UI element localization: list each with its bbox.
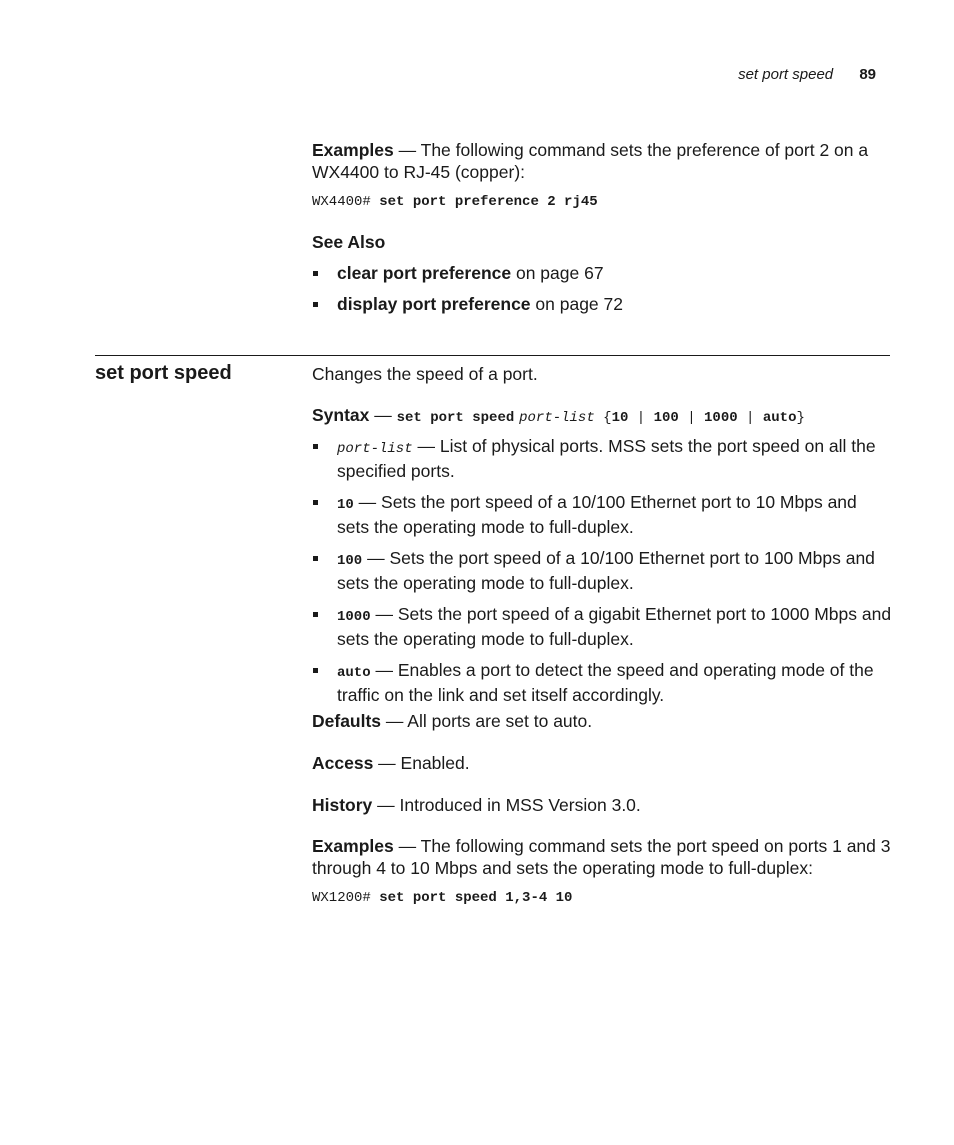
syntax-pipe: | [678, 410, 705, 426]
syntax-option: 10 [611, 410, 629, 426]
syntax-pipe: | [628, 410, 654, 426]
syntax-label: Syntax [312, 405, 370, 425]
defaults-label: Defaults [312, 711, 382, 731]
examples-paragraph [312, 835, 892, 879]
history-label: History [312, 795, 373, 815]
prev-examples-label: Examples [312, 140, 394, 160]
prev-examples-text: — The following command sets the preference of port 2 on a WX4400 to RJ-45 (copper): [312, 140, 869, 182]
parameter-name: port-list [337, 441, 413, 457]
see-also-link[interactable]: clear port preference [337, 263, 512, 283]
see-also-item [312, 262, 892, 284]
examples-label: Examples [312, 836, 394, 856]
syntax-command: set port speed [396, 410, 515, 426]
parameter-description: — Sets the port speed of a gigabit Ethernet port to 1000 Mbps and sets the operating mode to full-duplex. [337, 604, 892, 649]
parameter-description: — List of physical ports. MSS sets the port speed on all the specified ports. [337, 436, 876, 481]
defaults-paragraph [312, 710, 892, 732]
history-paragraph [312, 794, 892, 816]
syntax-pipe: | [737, 410, 763, 426]
syntax-line [312, 404, 892, 429]
see-also-list [312, 262, 892, 315]
section-divider [95, 355, 890, 356]
parameter-list [312, 435, 892, 706]
see-also-page-ref: on page 67 [511, 263, 604, 283]
syntax-option: auto [762, 410, 797, 426]
prev-examples-paragraph [312, 139, 892, 183]
code-command: set port speed 1,3-4 10 [379, 890, 573, 906]
syntax-dash: — [369, 405, 397, 425]
parameter-description: — Enables a port to detect the speed and operating mode of the traffic on the link and set itself accordingly. [337, 660, 874, 705]
syntax-brace-close: } [796, 410, 805, 426]
parameter-item [312, 435, 892, 482]
prev-code-example [312, 194, 892, 210]
section-title: set port speed [95, 362, 232, 384]
parameter-item [312, 603, 892, 650]
parameter-name: 100 [337, 553, 363, 569]
history-text: — Introduced in MSS Version 3.0. [372, 795, 641, 815]
code-example [312, 890, 892, 906]
access-label: Access [312, 753, 374, 773]
syntax-option: 1000 [704, 410, 738, 426]
section-description: Changes the speed of a port. [312, 364, 538, 384]
parameter-item [312, 659, 892, 706]
see-also-item [312, 293, 892, 315]
parameter-name: 1000 [337, 609, 371, 625]
code-prompt: WX1200# [312, 890, 380, 906]
page-header [738, 66, 876, 83]
see-also-heading: See Also [312, 232, 386, 252]
parameter-name: auto [337, 665, 371, 681]
syntax-argument: port-list [519, 410, 595, 426]
parameter-item [312, 491, 892, 538]
defaults-text: — All ports are set to auto. [381, 711, 593, 731]
examples-text: — The following command sets the port speed on ports 1 and 3 through 4 to 10 Mbps and sets the operating mode to full-duplex: [312, 836, 891, 878]
access-text: — Enabled. [373, 753, 470, 773]
running-header-title: set port speed [738, 66, 834, 83]
see-also-link[interactable]: display port preference [337, 294, 531, 314]
parameter-name: 10 [337, 497, 354, 513]
see-also-page-ref: on page 72 [530, 294, 623, 314]
parameter-description: — Sets the port speed of a 10/100 Ethernet port to 10 Mbps and sets the operating mode to full-duplex. [337, 492, 857, 537]
access-paragraph [312, 752, 892, 774]
parameter-description: — Sets the port speed of a 10/100 Ethernet port to 100 Mbps and sets the operating mode to full-duplex. [337, 548, 875, 593]
prev-code-prompt: WX4400# [312, 194, 380, 210]
syntax-brace-open: { [594, 410, 612, 426]
syntax-option: 100 [653, 410, 679, 426]
parameter-item [312, 547, 892, 594]
page-number: 89 [859, 66, 876, 83]
prev-code-command: set port preference 2 rj45 [379, 194, 598, 210]
